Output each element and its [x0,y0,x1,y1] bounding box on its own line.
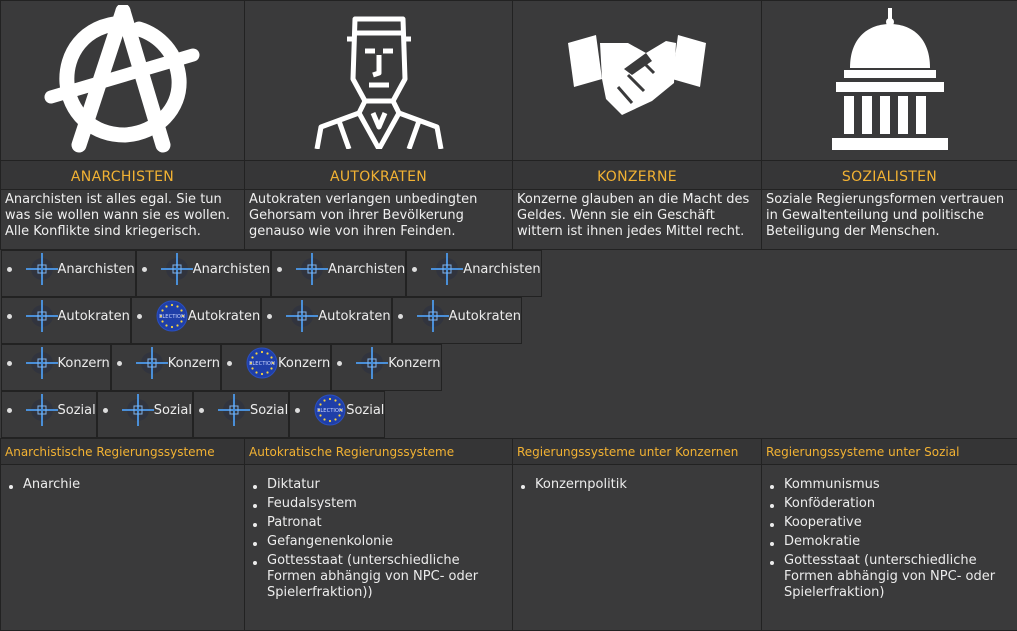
relation-item [112,345,220,381]
relation-cell [136,250,271,297]
neutral-relation-icon [24,392,60,428]
relation-item [137,251,270,287]
neutral-relation-icon [294,251,330,287]
neutral-relation-icon [159,251,195,287]
neutral-relation-icon [284,298,320,334]
crosshair-icon [295,252,329,286]
list-item: • Feudalsystem [267,496,512,515]
neutral-relation-icon [24,251,60,287]
election-badge-icon [244,345,280,381]
systems-list [1,477,244,496]
description-autocrats: Autokraten verlangen unbedingten Gehorsam von ihrer Bevölkerung genauso wie von ihren Feinden. [245,190,513,250]
relation-label: Autokraten [449,309,521,324]
crosshair-icon [25,346,59,380]
bullet [412,267,417,272]
systems-cell-corporations [513,465,762,631]
list-item: • Kommunismus [784,477,1017,496]
list-item: • Gottesstaat (unterschiedliche Formen abhängig von NPC- oder Spielerfraktion)) [267,553,512,601]
crosshair-icon [121,393,155,427]
systems-list [762,477,1017,601]
relation-item [222,345,330,381]
description-socialists: Soziale Regierungsformen vertrauen in Gewaltenteilung und politische Beteiligung der Menschen. [762,190,1017,250]
list-item: • Konzernpolitik [535,477,761,496]
crosshair-icon [25,299,59,333]
relation-label: Autokraten [58,309,130,324]
systems-heading-socialists: Regierungssysteme unter Sozial [762,439,1017,465]
relation-label: Konzern [168,356,220,371]
relation-cell [289,391,385,438]
bullet [7,361,12,366]
capitol-icon [830,6,950,152]
relation-cell [221,344,331,391]
relation-item [290,392,384,428]
relation-label: Anarchisten [328,262,405,277]
relation-label: Autokraten [318,309,390,324]
bullet [7,267,12,272]
relation-item [272,251,405,287]
crosshair-icon [355,346,389,380]
relation-cell [261,297,391,344]
handshake-icon-cell [513,1,762,161]
relation-item [194,392,288,428]
relation-label: Sozial [250,403,288,418]
crosshair-icon [416,299,450,333]
election-seal-text: ELECTION [249,361,275,367]
neutral-relation-icon [415,298,451,334]
list-item: • Demokratie [784,534,1017,553]
list-item: • Gottesstaat (unterschiedliche Formen abhängig von NPC- oder Spielerfraktion) [784,553,1017,601]
relation-cell [1,297,131,344]
relation-item [407,251,540,287]
systems-cell-socialists [762,465,1017,631]
relation-cell [392,297,522,344]
relation-label: Autokraten [188,309,260,324]
bullet [103,408,108,413]
crosshair-icon [430,252,464,286]
bullet [7,314,12,319]
neutral-relation-icon [120,392,156,428]
relation-item [2,298,130,334]
neutral-relation-icon [24,298,60,334]
relation-label: Sozial [346,403,384,418]
list-item: • Kooperative [784,515,1017,534]
list-item: • Patronat [267,515,512,534]
neutral-relation-icon [429,251,465,287]
systems-list [513,477,761,496]
crosshair-icon [217,393,251,427]
relation-label: Anarchisten [58,262,135,277]
systems-heading-corporations: Regierungssysteme unter Konzernen [513,439,762,465]
relation-cell [406,250,541,297]
autocrat-icon [309,9,449,149]
list-item: • Anarchie [23,477,244,496]
autocrat-icon-cell [245,1,513,161]
anarchy-icon-cell [1,1,245,161]
description-corporations: Konzerne glauben an die Macht des Geldes. Wenn sie ein Geschäft wittern ist ihnen jedes Mittel recht. [513,190,762,250]
bullet [117,361,122,366]
relation-cell [111,344,221,391]
relation-cell [271,250,406,297]
neutral-relation-icon [216,392,252,428]
relation-cell [97,391,193,438]
bullet [295,408,300,413]
relation-item [332,345,440,381]
bullet [337,361,342,366]
anarchy-icon [43,5,203,153]
relation-item [2,251,135,287]
relation-label: Sozial [154,403,192,418]
election-seal-icon [313,393,347,427]
systems-cell-autocrats [245,465,513,631]
election-seal-text: ELECTION [317,408,343,414]
crosshair-icon [25,252,59,286]
handshake-icon [562,29,712,129]
systems-list [245,477,512,601]
systems-heading-anarchists: Anarchistische Regierungssysteme [1,439,245,465]
relation-label: Konzern [388,356,440,371]
relation-item [393,298,521,334]
bullet [199,408,204,413]
capitol-icon-cell [762,1,1017,161]
election-seal-text: ELECTION [159,314,185,320]
bullet [137,314,142,319]
crosshair-icon [160,252,194,286]
relation-label: Anarchisten [193,262,270,277]
column-title-autocrats: AUTOKRATEN [245,161,513,190]
election-seal-icon [245,346,279,380]
bullet [277,267,282,272]
relation-label: Konzern [58,356,110,371]
relation-cell [1,250,136,297]
systems-heading-autocrats: Autokratische Regierungssysteme [245,439,513,465]
neutral-relation-icon [134,345,170,381]
crosshair-icon [285,299,319,333]
bullet [398,314,403,319]
relation-cell [1,344,111,391]
relation-cell [193,391,289,438]
relation-cell [331,344,441,391]
relation-label: Konzern [278,356,330,371]
election-badge-icon [154,298,190,334]
relation-cell [1,391,97,438]
bullet [227,361,232,366]
column-title-socialists: SOZIALISTEN [762,161,1017,190]
relation-item [132,298,260,334]
relation-item [2,392,96,428]
bullet [142,267,147,272]
neutral-relation-icon [354,345,390,381]
election-badge-icon [312,392,348,428]
relation-label: Anarchisten [463,262,540,277]
neutral-relation-icon [24,345,60,381]
list-item: • Diktatur [267,477,512,496]
relation-label: Sozial [58,403,96,418]
description-anarchists: Anarchisten ist alles egal. Sie tun was sie wollen wann sie es wollen. Alle Konflikte sind kriegerisch. [1,190,245,250]
systems-cell-anarchists [1,465,245,631]
list-item: • Gefangenenkolonie [267,534,512,553]
election-seal-icon [155,299,189,333]
relation-item [2,345,110,381]
crosshair-icon [25,393,59,427]
relation-item [262,298,390,334]
column-title-corporations: KONZERNE [513,161,762,190]
bullet [267,314,272,319]
relation-item [98,392,192,428]
list-item: • Konföderation [784,496,1017,515]
column-title-anarchists: ANARCHISTEN [1,161,245,190]
relation-cell [131,297,261,344]
bullet [7,408,12,413]
crosshair-icon [135,346,169,380]
